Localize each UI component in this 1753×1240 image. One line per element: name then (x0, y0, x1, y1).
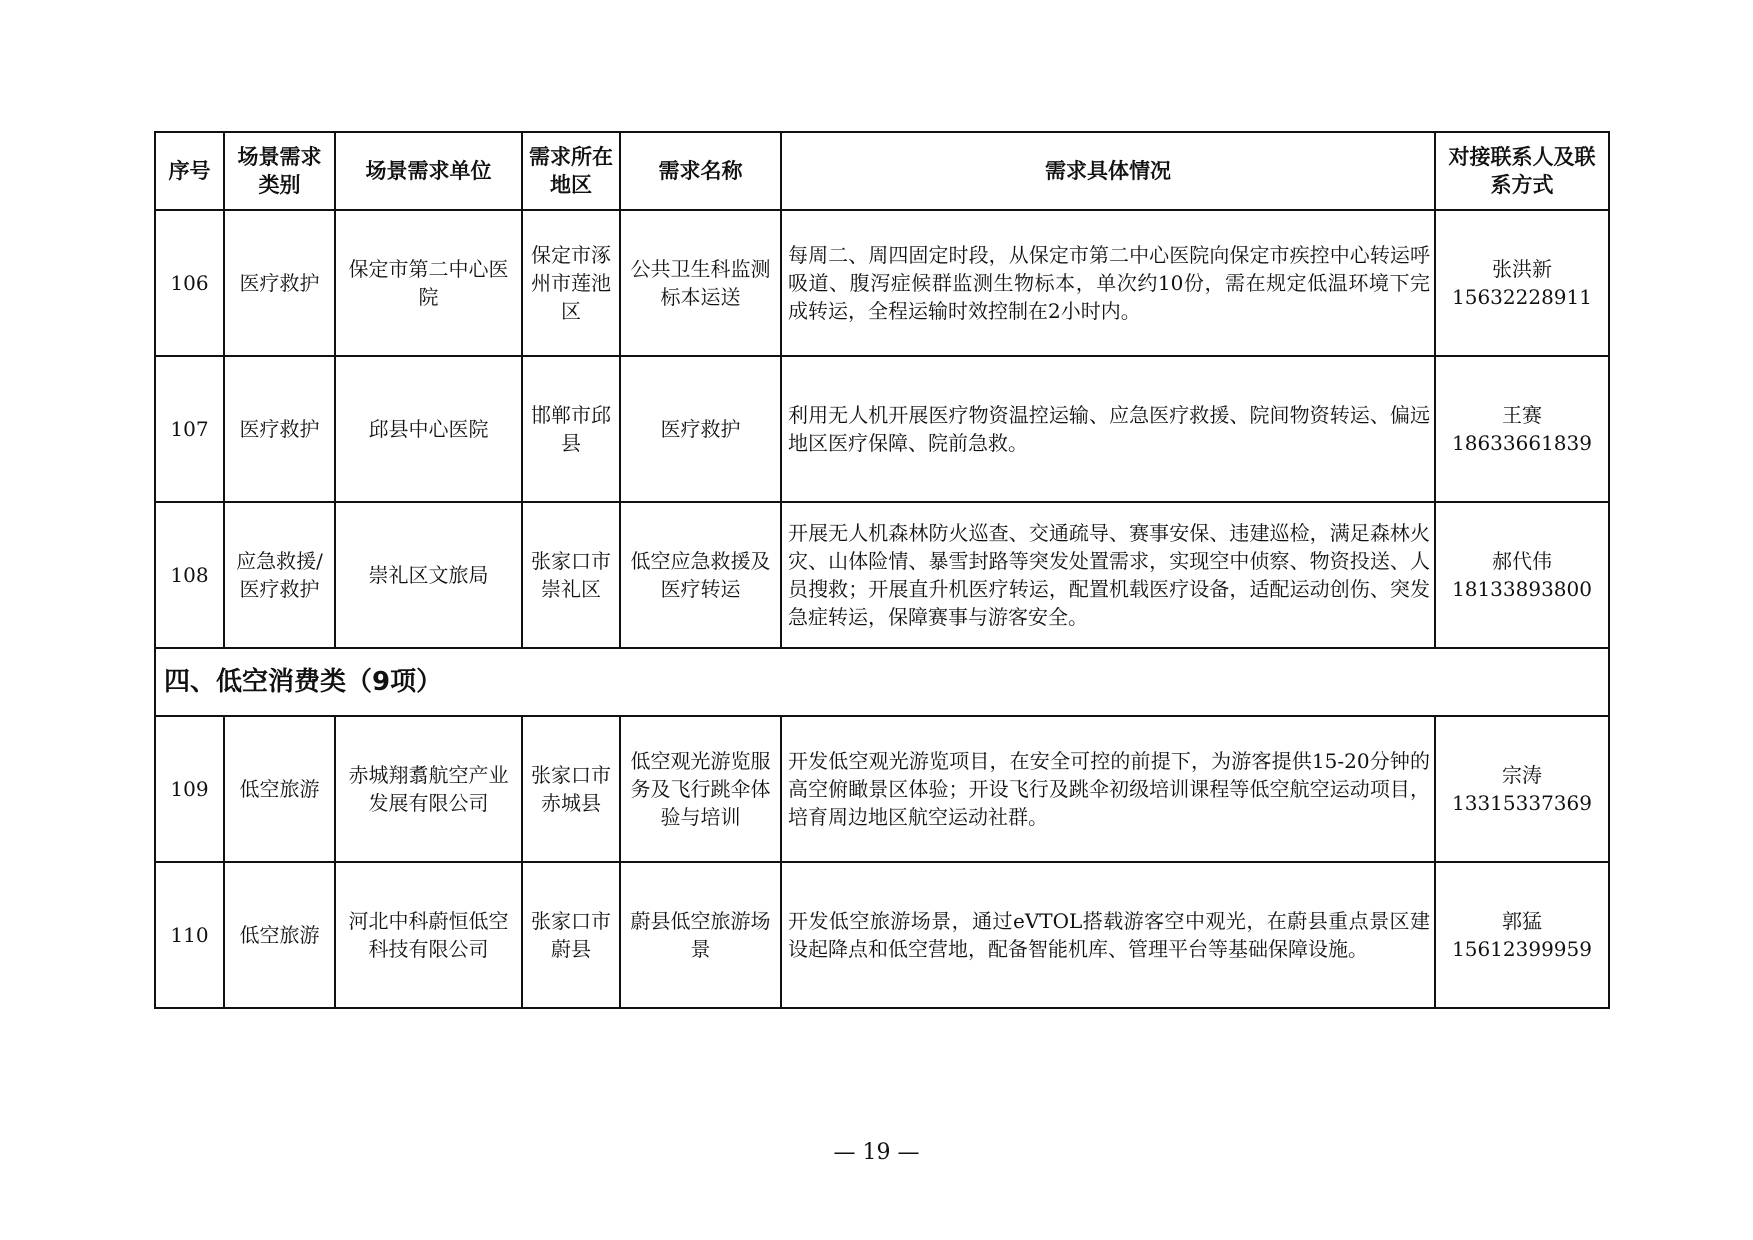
header-seq: 序号 (155, 132, 224, 210)
contact-phone: 18133893800 (1452, 577, 1592, 601)
cell-region: 邯郸市邱县 (522, 356, 620, 502)
header-details: 需求具体情况 (781, 132, 1435, 210)
header-category: 场景需求类别 (224, 132, 335, 210)
table-row (155, 862, 1609, 1008)
contact-name: 王赛 (1502, 403, 1542, 427)
contact-phone: 15612399959 (1452, 937, 1592, 961)
cell-name: 低空观光游览服务及飞行跳伞体验与培训 (620, 716, 781, 862)
cell-name: 低空应急救援及医疗转运 (620, 502, 781, 648)
cell-category: 低空旅游 (224, 862, 335, 1008)
cell-seq: 109 (155, 716, 224, 862)
cell-contact (1435, 502, 1609, 648)
cell-category: 低空旅游 (224, 716, 335, 862)
contact-phone: 13315337369 (1452, 791, 1592, 815)
header-name: 需求名称 (620, 132, 781, 210)
page-number: — 19 — (833, 1140, 920, 1165)
cell-unit: 邱县中心医院 (335, 356, 522, 502)
cell-contact (1435, 356, 1609, 502)
cell-region: 张家口市崇礼区 (522, 502, 620, 648)
contact-phone: 15632228911 (1452, 285, 1592, 309)
cell-name: 蔚县低空旅游场景 (620, 862, 781, 1008)
cell-name: 公共卫生科监测标本运送 (620, 210, 781, 356)
cell-seq: 108 (155, 502, 224, 648)
cell-category: 应急救援/医疗救护 (224, 502, 335, 648)
table-header-row (155, 132, 1609, 210)
cell-region: 保定市涿州市莲池区 (522, 210, 620, 356)
section-title: 四、低空消费类（9项） (155, 648, 1609, 716)
header-region: 需求所在地区 (522, 132, 620, 210)
cell-seq: 106 (155, 210, 224, 356)
cell-category: 医疗救护 (224, 210, 335, 356)
table-row (155, 210, 1609, 356)
cell-seq: 110 (155, 862, 224, 1008)
cell-seq: 107 (155, 356, 224, 502)
cell-details: 开发低空观光游览项目，在安全可控的前提下，为游客提供15-20分钟的高空俯瞰景区体验；开设飞行及跳伞初级培训课程等低空航空运动项目，培育周边地区航空运动社群。 (781, 716, 1435, 862)
header-unit: 场景需求单位 (335, 132, 522, 210)
cell-contact (1435, 716, 1609, 862)
header-contact: 对接联系人及联系方式 (1435, 132, 1609, 210)
cell-details: 开展无人机森林防火巡查、交通疏导、赛事安保、违建巡检，满足森林火灾、山体险情、暴雪封路等突发处置需求，实现空中侦察、物资投送、人员搜救；开展直升机医疗转运，配置机载医疗设备，适配运动创伤、突发急症转运，保障赛事与游客安全。 (781, 502, 1435, 648)
cell-unit: 河北中科蔚恒低空科技有限公司 (335, 862, 522, 1008)
contact-name: 郝代伟 (1492, 549, 1552, 573)
cell-region: 张家口市赤城县 (522, 716, 620, 862)
table-row (155, 502, 1609, 648)
table-row (155, 356, 1609, 502)
contact-name: 宗涛 (1502, 763, 1542, 787)
cell-name: 医疗救护 (620, 356, 781, 502)
cell-details: 开发低空旅游场景，通过eVTOL搭载游客空中观光，在蔚县重点景区建设起降点和低空营地，配备智能机库、管理平台等基础保障设施。 (781, 862, 1435, 1008)
cell-region: 张家口市蔚县 (522, 862, 620, 1008)
cell-unit: 崇礼区文旅局 (335, 502, 522, 648)
table-row (155, 716, 1609, 862)
section-row (155, 648, 1609, 716)
cell-details: 每周二、周四固定时段，从保定市第二中心医院向保定市疾控中心转运呼吸道、腹泻症候群监测生物标本，单次约10份，需在规定低温环境下完成转运，全程运输时效控制在2小时内。 (781, 210, 1435, 356)
cell-contact (1435, 862, 1609, 1008)
cell-category: 医疗救护 (224, 356, 335, 502)
cell-unit: 保定市第二中心医院 (335, 210, 522, 356)
contact-name: 张洪新 (1492, 257, 1552, 281)
contact-name: 郭猛 (1502, 909, 1542, 933)
requirements-table (154, 131, 1610, 1009)
cell-unit: 赤城翔翥航空产业发展有限公司 (335, 716, 522, 862)
cell-contact (1435, 210, 1609, 356)
cell-details: 利用无人机开展医疗物资温控运输、应急医疗救援、院间物资转运、偏远地区医疗保障、院前急救。 (781, 356, 1435, 502)
contact-phone: 18633661839 (1452, 431, 1592, 455)
